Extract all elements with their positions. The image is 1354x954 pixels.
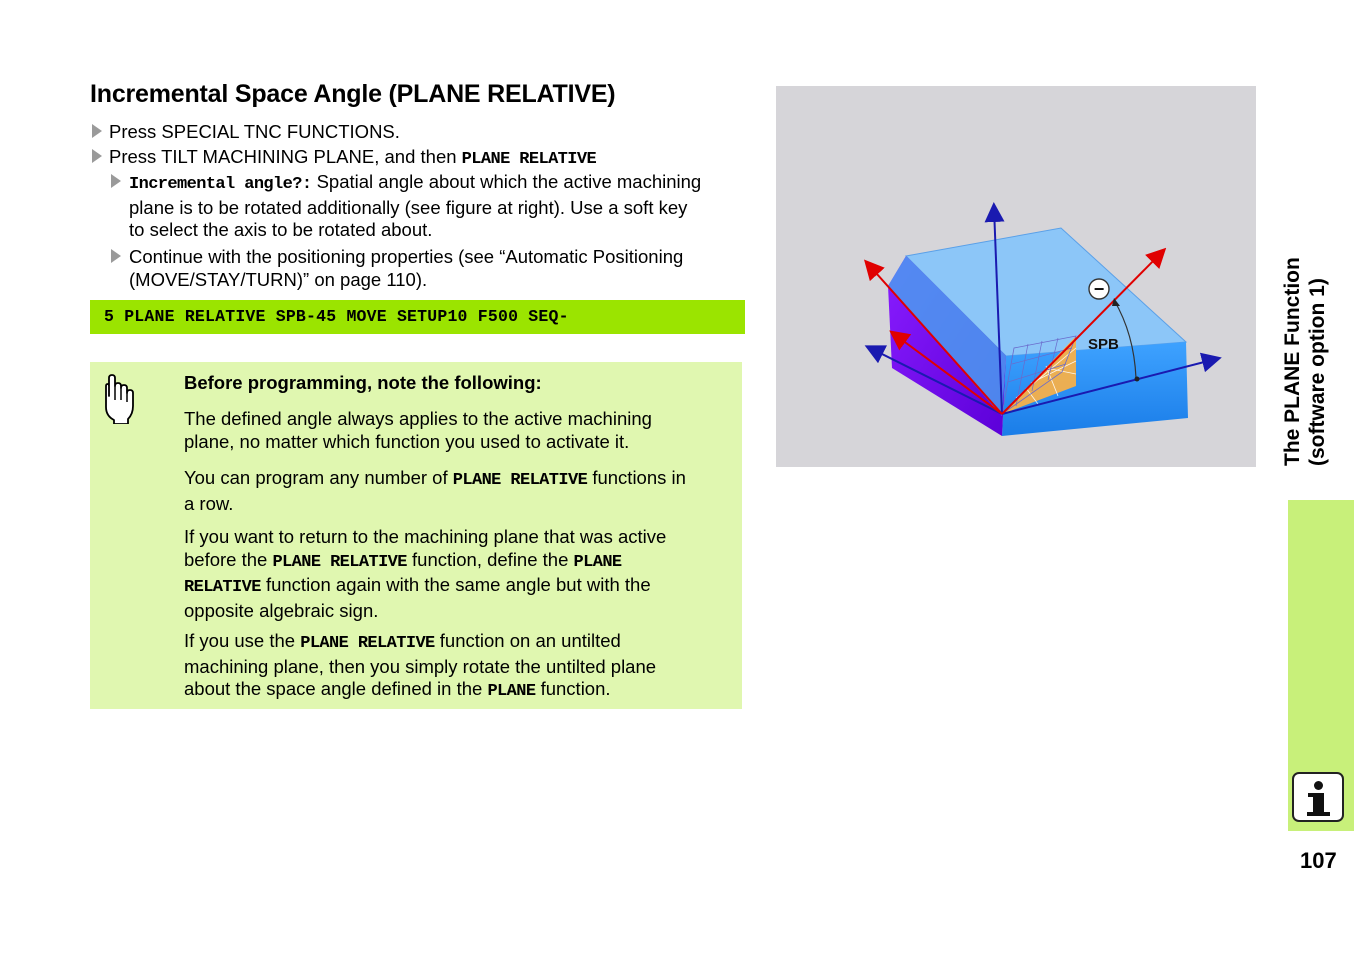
note-paragraph-1 (184, 408, 734, 453)
note-p4-text-d: function. (535, 678, 611, 699)
note-p3-text-a: before the (184, 548, 273, 570)
note-p1-line2: plane, no matter which function you used to activate it. (184, 430, 630, 452)
spb-label: SPB (1088, 336, 1119, 353)
step-arrow-icon (92, 149, 102, 163)
note-p3-line4: opposite algebraic sign. (184, 599, 379, 621)
arc-end-dot (1135, 377, 1140, 382)
note-p3-code2a: PLANE (573, 552, 622, 572)
step-2-code: PLANE RELATIVE (461, 150, 597, 169)
note-p3-code1: PLANE RELATIVE (272, 552, 407, 572)
plane-relative-figure (776, 86, 1256, 467)
pointing-hand-icon (102, 374, 138, 424)
substep-1-line2: plane is to be rotated additionally (see figure at right). Use a soft key (129, 196, 688, 218)
note-p3-text-c: function again with the same angle but with the (260, 574, 651, 595)
note-paragraph-4 (184, 630, 734, 704)
substep-2-line2: (MOVE/STAY/TURN)” on page 110). (129, 268, 428, 290)
note-p4-code2: PLANE (487, 682, 536, 701)
substep-arrow-icon (111, 249, 121, 263)
note-p4-line2: machining plane, then you simply rotate the untilted plane (184, 655, 657, 677)
substep-1 (129, 171, 749, 242)
note-p4-text-a: If you use the (184, 630, 301, 651)
substep-2 (129, 246, 749, 291)
note-p4-code: PLANE RELATIVE (300, 634, 435, 653)
step-arrow-icon (92, 124, 102, 138)
note-p4-text-c: about the space angle defined in the (184, 678, 488, 699)
note-p2-code: PLANE RELATIVE (452, 471, 588, 490)
section-title: Incremental Space Angle (PLANE RELATIVE) (90, 80, 616, 108)
code-example-bar (90, 300, 745, 334)
step-1: Press SPECIAL TNC FUNCTIONS. (109, 121, 400, 142)
note-p2-line2: a row. (184, 492, 234, 514)
note-p3-text-b: function, define the (406, 548, 574, 570)
page-number: 107 (1300, 848, 1337, 873)
note-p4-text-b: function on an untilted (434, 630, 621, 651)
chapter-title-line2: (software option 1) (1306, 278, 1329, 466)
note-paragraph-2 (184, 467, 734, 515)
info-icon (1292, 772, 1344, 822)
note-p3-code2b: RELATIVE (184, 578, 261, 597)
substep-2-line1: Continue with the positioning properties (see “Automatic Positioning (129, 246, 684, 267)
substep-arrow-icon (111, 174, 121, 188)
substep-1-line3: to select the axis to be rotated about. (129, 219, 433, 240)
note-p1-line1: The defined angle always applies to the active machining (184, 408, 652, 429)
substep-1-line1: Spatial angle about which the active machining (311, 171, 702, 192)
code-example-text: 5 PLANE RELATIVE SPB-45 MOVE SETUP10 F500 SEQ- (104, 307, 569, 326)
note-paragraph-3 (184, 526, 734, 622)
plane-relative-diagram (776, 86, 1256, 467)
step-2 (109, 146, 596, 172)
chapter-title-vertical (1280, 216, 1330, 466)
note-p3-line1: If you want to return to the machining plane that was active (184, 526, 667, 547)
note-heading: Before programming, note the following: (184, 372, 542, 393)
note-p2-text-a: You can program any number of (184, 467, 453, 488)
substep-1-code: Incremental angle?: (129, 175, 312, 194)
note-box (90, 362, 742, 709)
note-p2-text-b: functions in (587, 467, 686, 488)
chapter-title-line1: The PLANE Function (1281, 257, 1304, 466)
minus-sign: − (1093, 279, 1105, 299)
step-2-text: Press TILT MACHINING PLANE, and then (109, 146, 462, 167)
